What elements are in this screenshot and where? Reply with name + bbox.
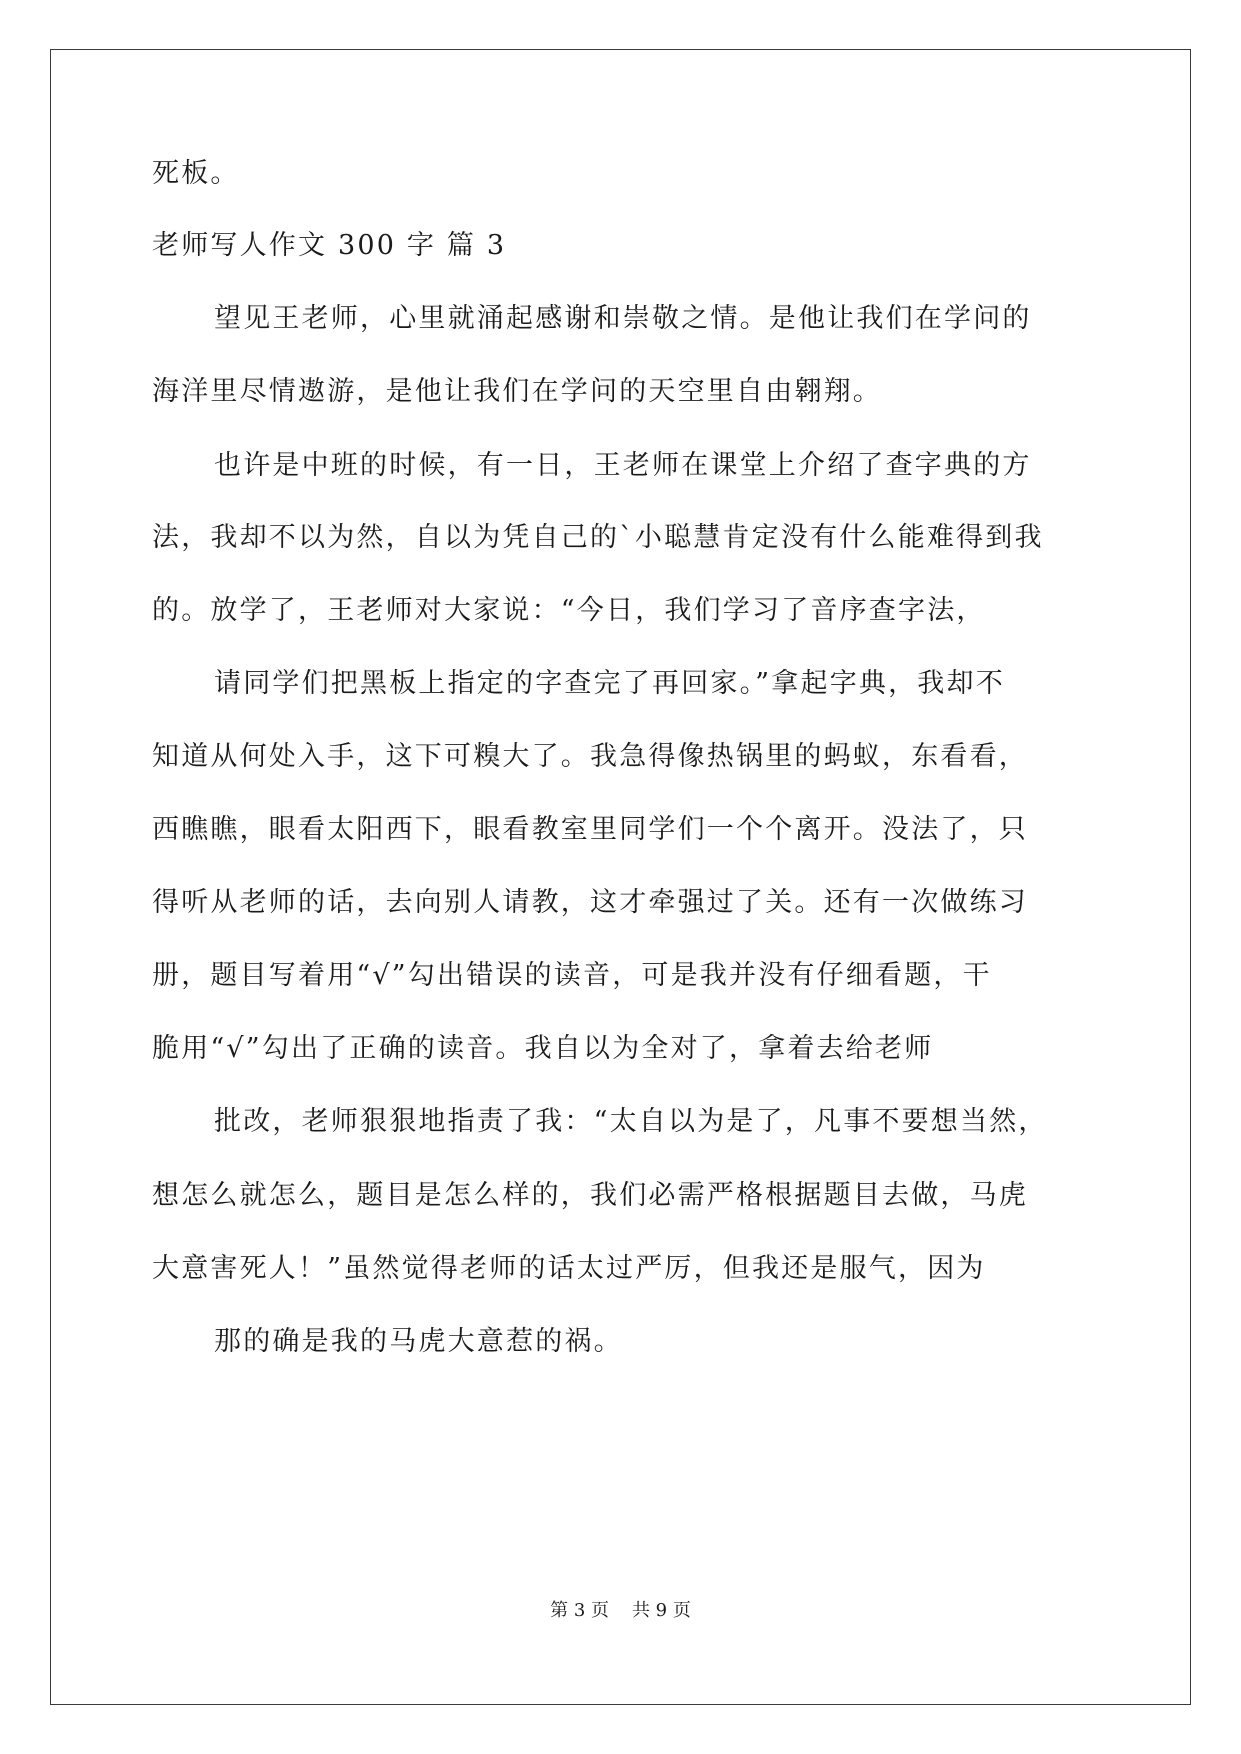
text-line-10: 西瞧瞧，眼看太阳西下，眼看教室里同学们一个个离开。没法了，只 (152, 814, 1028, 845)
text-line-9: 知道从何处入手，这下可糗大了。我急得像热锅里的蚂蚁，东看看， (152, 741, 1028, 772)
text-line-6: 法，我却不以为然，自以为凭自己的`小聪慧肯定没有什么能难得到我 (152, 522, 1044, 553)
text-line-16: 大意害死人！”虽然觉得老师的话太过严厉，但我还是服气，因为 (152, 1253, 986, 1284)
text-line-13: 脆用“√”勾出了正确的读音。我自以为全对了，拿着去给老师 (152, 1033, 934, 1064)
text-line-17: 那的确是我的马虎大意惹的祸。 (214, 1326, 623, 1357)
text-line-8: 请同学们把黑板上指定的字查完了再回家。”拿起字典，我却不 (214, 668, 1005, 699)
text-line-15: 想怎么就怎么，题目是怎么样的，我们必需严格根据题目去做，马虎 (152, 1180, 1028, 1211)
text-line-14: 批改，老师狠狠地指责了我：“太自以为是了，凡事不要想当然， (214, 1106, 1048, 1137)
page-number-footer: 第 3 页 共 9 页 (550, 1600, 691, 1621)
text-line-12: 册，题目写着用“√”勾出错误的读音，可是我并没有仔细看题，干 (152, 960, 992, 991)
section-heading: 老师写人作文 300 字 篇 3 (152, 230, 507, 261)
text-line-4: 海洋里尽情遨游，是他让我们在学问的天空里自由翱翔。 (152, 376, 882, 407)
text-line-7: 的。放学了，王老师对大家说：“今日，我们学习了音序查字法， (152, 595, 986, 626)
page-border (50, 49, 1191, 1705)
text-line-3: 望见王老师，心里就涌起感谢和崇敬之情。是他让我们在学问的 (214, 303, 1032, 334)
text-line-1: 死板。 (152, 158, 240, 189)
text-line-11: 得听从老师的话，去向别人请教，这才牵强过了关。还有一次做练习 (152, 887, 1028, 918)
text-line-5: 也许是中班的时候，有一日，王老师在课堂上介绍了查字典的方 (214, 450, 1032, 481)
